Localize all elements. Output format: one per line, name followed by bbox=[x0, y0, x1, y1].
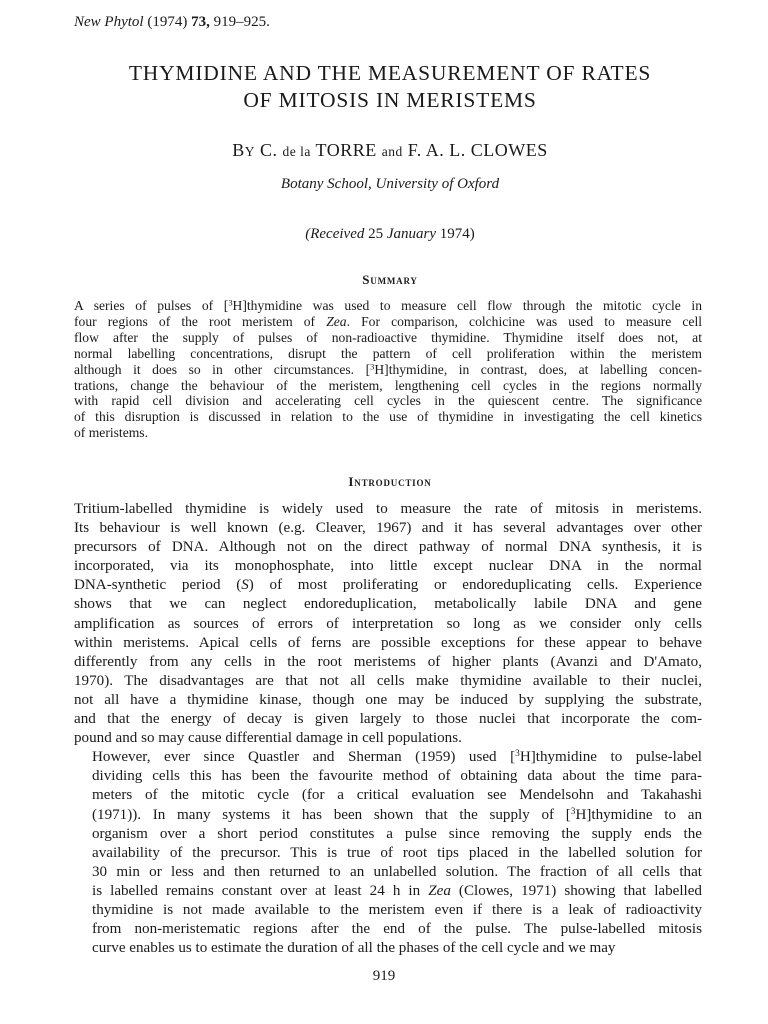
superscript: 3 bbox=[370, 361, 375, 371]
text-line: within meristems. Apical cells of ferns are possible exceptions for these appear to behave bbox=[74, 634, 702, 651]
summary-text bbox=[74, 298, 702, 441]
author-1-surname: TORRE bbox=[315, 140, 377, 160]
author-line bbox=[60, 140, 720, 161]
text-line: Its behaviour is well known (e.g. Cleaver, 1967) and it has several advantages over other bbox=[74, 520, 702, 537]
page-number: 919 bbox=[372, 968, 396, 984]
text-line: DNA-synthetic period (S) of most proliferating or endoreduplicating cells. Experience bbox=[74, 577, 702, 594]
summary-heading: Summary bbox=[362, 272, 418, 287]
journal-name: New Phytol bbox=[74, 14, 144, 30]
journal-volume: 73, bbox=[191, 14, 210, 30]
author-2: F. A. L. CLOWES bbox=[407, 140, 548, 160]
italic-term: Zea bbox=[428, 882, 451, 899]
text-line: is labelled remains constant over at least 24 h in Zea (Clowes, 1971) showing that labelled bbox=[92, 882, 702, 899]
title-line: OF MITOSIS IN MERISTEMS bbox=[243, 88, 537, 112]
text-line: pound and so may cause differential damage in cell populations. bbox=[74, 730, 462, 747]
text-line: 30 min or less and then returned to an unlabelled solution. The fraction of all cells that bbox=[92, 863, 702, 880]
text-line: 1970). The disadvantages are that not all cells make thymidine available to their nuclei, bbox=[74, 672, 702, 689]
and-word: and bbox=[381, 144, 403, 159]
text-line: of this disruption is discussed in relation to the use of thymidine in investigating the cell kinetics bbox=[74, 409, 702, 425]
text-line: although it does so in other circumstances. [$^3$H]thymidine, in contrast, does, at labelling concen- bbox=[74, 361, 702, 377]
text-line: curve enables us to estimate the duration of all the phases of the cell cycle and we may bbox=[92, 940, 616, 957]
author-1-particle: de la bbox=[282, 144, 311, 159]
text-line: and that the energy of decay is given largely to those nuclei that incorporate the com- bbox=[74, 711, 702, 728]
introduction-text bbox=[74, 500, 702, 958]
by-word-tail: Y bbox=[244, 144, 255, 159]
text-line: precursors of DNA. Although not on the direct pathway of normal DNA synthesis, it is bbox=[74, 539, 702, 556]
article-title bbox=[60, 60, 720, 114]
text-line: shows that we can neglect endoreduplication, metabolically labile DNA and gene bbox=[74, 596, 702, 613]
text-line: flow after the supply of pulses of non-radioactive thymidine. Thymidine itself does not, at bbox=[74, 329, 702, 345]
text-line: four regions of the root meristem of Zea. For comparison, colchicine was used to measure cell bbox=[74, 313, 702, 329]
text-line: organism over a short period constitutes a pulse since removing the supply ends the bbox=[92, 825, 702, 842]
journal-pages: 919–925. bbox=[213, 14, 270, 30]
superscript: 3 bbox=[570, 806, 576, 817]
text-line: from non-meristematic regions after the end of the pulse. The pulse-labelled mitosis bbox=[92, 921, 702, 938]
italic-term: Zea bbox=[326, 313, 347, 329]
paragraph bbox=[74, 500, 702, 748]
italic-term: S bbox=[241, 577, 249, 594]
text-line: availability of the precursor. This is true of root tips placed in the labelled solution for bbox=[92, 844, 702, 861]
text-line: differently from any cells in the root meristems of higher plants (Avanzi and D'Amato, bbox=[74, 653, 702, 670]
text-line: (1971)). In many systems it has been shown that the supply of [$^3$H]thymidine to an bbox=[92, 806, 703, 823]
received-day: 25 bbox=[368, 226, 384, 242]
received-month: January bbox=[386, 226, 437, 242]
text-line: incorporated, via its monophosphate, into little except nuclear DNA in the normal bbox=[74, 558, 702, 575]
text-line: of meristems. bbox=[74, 425, 148, 441]
text-line: However, ever since Quastler and Sherman (1959) used [$^3$H]thymidine to pulse-label bbox=[92, 749, 702, 766]
superscript: 3 bbox=[515, 749, 520, 760]
received-label: (Received bbox=[305, 226, 365, 242]
text-line: normal labelling concentrations, disrupt the pattern of cell proliferation within the meristem bbox=[74, 345, 702, 361]
journal-citation bbox=[74, 14, 270, 31]
by-word: BY bbox=[232, 140, 255, 160]
author-1-initial: C. bbox=[259, 140, 278, 160]
text-line: Tritium-labelled thymidine is widely used to measure the rate of mitosis in meristems. bbox=[74, 501, 702, 517]
paragraph bbox=[74, 748, 702, 958]
text-line: thymidine is not made available to the meristem even if there is a leak of radioactivity bbox=[92, 901, 702, 918]
text-line: A series of pulses of [$^3$H]thymidine was used to measure cell flow through the mitotic cycle in bbox=[74, 297, 702, 313]
affiliation: Botany School, University of Oxford bbox=[280, 176, 500, 192]
text-line: with rapid cell division and accelerating cell cycles in the quiescent centre. The significance bbox=[74, 393, 702, 409]
received-year: 1974) bbox=[439, 226, 475, 242]
introduction-heading: Introduction bbox=[348, 474, 432, 489]
text-line: meters of the mitotic cycle (for a critical evaluation see Mendelsohn and Takahashi bbox=[92, 787, 702, 804]
journal-year: (1974) bbox=[147, 14, 188, 30]
text-line: dividing cells this has been the favourite method of obtaining data about the time para- bbox=[92, 768, 702, 785]
title-line: THYMIDINE AND THE MEASUREMENT OF RATES bbox=[128, 61, 652, 85]
received-date bbox=[60, 226, 720, 243]
text-line: amplification as sources of errors of interpretation so long as we consider only cells bbox=[74, 615, 702, 632]
superscript: 3 bbox=[228, 297, 233, 308]
text-line: not all have a thymidine kinase, though one may be induced by supplying the substrate, bbox=[74, 691, 702, 708]
text-line: trations, change the behaviour of the meristem, lengthening cell cycles in the regions normally bbox=[74, 377, 702, 393]
